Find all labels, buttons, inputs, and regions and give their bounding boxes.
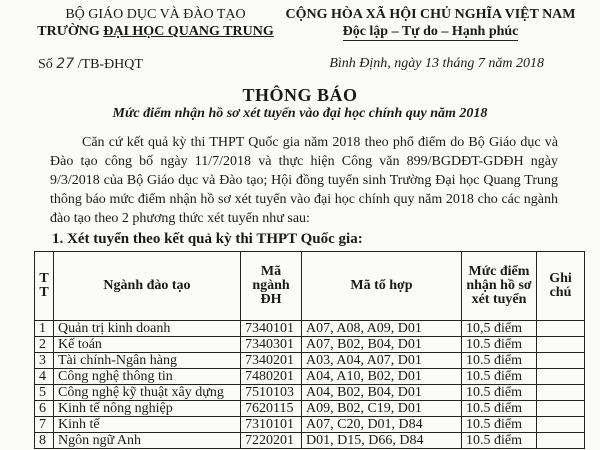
place-date: Bình Định, ngày 13 tháng 7 năm 2018 — [329, 56, 544, 71]
cell-major: Quản trị kinh doanh — [54, 321, 241, 337]
cell-stt: 4 — [35, 369, 54, 385]
cell-major: Công nghệ kỹ thuật xây dựng — [54, 385, 241, 401]
cell-note — [537, 401, 585, 417]
cell-combo: A07, A08, A09, D01 — [302, 321, 462, 337]
cell-combo: A09, B02, C19, D01 — [302, 401, 462, 417]
cell-stt: 7 — [35, 417, 54, 433]
cell-score: 10.5 điểm — [462, 401, 537, 417]
cell-note — [537, 433, 585, 449]
ministry-name: BỘ GIÁO DỤC VÀ ĐÀO TẠO — [65, 7, 246, 22]
cell-note — [537, 321, 585, 337]
table-row — [35, 369, 585, 385]
header-min-score: Mức điểm nhận hồ sơ xét tuyển — [462, 252, 537, 321]
table-row — [35, 337, 585, 353]
cell-score: 10.5 điểm — [462, 417, 537, 433]
cell-code: 7310101 — [241, 417, 302, 433]
cell-score: 10,5 điểm — [462, 321, 537, 337]
header-subject-combo: Mã tổ hợp — [302, 252, 462, 321]
school-prefix: TRƯỜNG — [37, 24, 104, 39]
cell-stt: 2 — [35, 337, 54, 353]
cell-note — [537, 369, 585, 385]
doc-number-handwritten: 27 — [56, 56, 75, 72]
cell-code: 7220201 — [241, 433, 302, 449]
cell-note — [537, 385, 585, 401]
cell-combo: D01, D15, D66, D84 — [302, 433, 462, 449]
document-title: THÔNG BÁO — [242, 85, 358, 105]
cell-combo: A07, B02, B04, D01 — [302, 337, 462, 353]
cell-score: 10.5 điểm — [462, 337, 537, 353]
cell-major: Tài chính-Ngân hàng — [54, 353, 241, 369]
cell-combo: A03, A04, A07, D01 — [302, 353, 462, 369]
cell-combo: A04, A10, B02, D01 — [302, 369, 462, 385]
cell-code: 7480201 — [241, 369, 302, 385]
nation-name: CỘNG HÒA XÃ HỘI CHỦ NGHĨA VIỆT NAM — [285, 7, 576, 22]
cell-stt: 1 — [35, 321, 54, 337]
issuer-block — [28, 6, 283, 40]
cell-major: Kế toán — [54, 337, 241, 353]
admission-score-table — [34, 251, 585, 449]
cell-combo: A04, B02, B04, D01 — [302, 385, 462, 401]
cell-note — [537, 353, 585, 369]
national-motto-line — [268, 23, 593, 40]
cell-code: 7340201 — [241, 353, 302, 369]
cell-stt: 3 — [35, 353, 54, 369]
document-number — [38, 56, 143, 73]
table-row — [35, 385, 585, 401]
doc-number-suffix: /TB-ĐHQT — [74, 57, 143, 72]
table-header-row — [35, 252, 585, 321]
cell-stt: 5 — [35, 385, 54, 401]
cell-code: 7620115 — [241, 401, 302, 417]
header-stt: T T — [35, 252, 54, 321]
cell-stt: 8 — [35, 433, 54, 449]
cell-code: 7340101 — [241, 321, 302, 337]
school-name: ĐẠI HỌC QUANG TRUNG — [103, 24, 274, 39]
table-row — [35, 401, 585, 417]
table-row — [35, 417, 585, 433]
national-motto: Độc lập – Tự do – Hạnh phúc — [342, 24, 519, 39]
doc-number-prefix: Số — [38, 57, 57, 72]
cell-score: 10.5 điểm — [462, 433, 537, 449]
cell-code: 7510103 — [241, 385, 302, 401]
cell-note — [537, 337, 585, 353]
cell-major: Kinh tế — [54, 417, 241, 433]
body-paragraph: Căn cứ kết quả kỳ thi THPT Quốc gia năm 2018 theo phổ điểm do Bộ Giáo dục và Đào tạo công bố ngày 11/7/2018 và thực hiện Công văn 899/BGDĐT-GDĐH ngày 9/3/2018 của Bộ Giáo dục và Đào tạo; Hội đồng tuyển sinh Trường Đại học Quang Trung thông báo mức điểm nhận hồ sơ xét tuyển vào đại học chính quy năm 2018 cho các ngành đào tạo theo 2 phương thức xét tuyển như sau: — [50, 135, 558, 226]
table-row — [35, 321, 585, 337]
header-major: Ngành đào tạo — [54, 252, 241, 321]
school-name-line — [28, 23, 283, 40]
cell-major: Kinh tế nông nghiệp — [54, 401, 241, 417]
header-major-code: Mã ngành ĐH — [241, 252, 302, 321]
table-row — [35, 353, 585, 369]
cell-stt: 6 — [35, 401, 54, 417]
cell-score: 10.5 điểm — [462, 353, 537, 369]
section-heading: 1. Xét tuyển theo kết quả kỳ thi THPT Quốc gia: — [52, 231, 363, 247]
cell-score: 10.5 điểm — [462, 385, 537, 401]
cell-score: 10.5 điểm — [462, 369, 537, 385]
table-row — [35, 433, 585, 449]
cell-major: Ngôn ngữ Anh — [54, 433, 241, 449]
national-block — [268, 6, 593, 40]
cell-combo: A07, C20, D01, D84 — [302, 417, 462, 433]
cell-major: Công nghệ thông tin — [54, 369, 241, 385]
document-subtitle: Mức điểm nhận hồ sơ xét tuyển vào đại học chính quy năm 2018 — [112, 106, 488, 121]
cell-note — [537, 417, 585, 433]
header-note: Ghi chú — [537, 252, 585, 321]
cell-code: 7340301 — [241, 337, 302, 353]
